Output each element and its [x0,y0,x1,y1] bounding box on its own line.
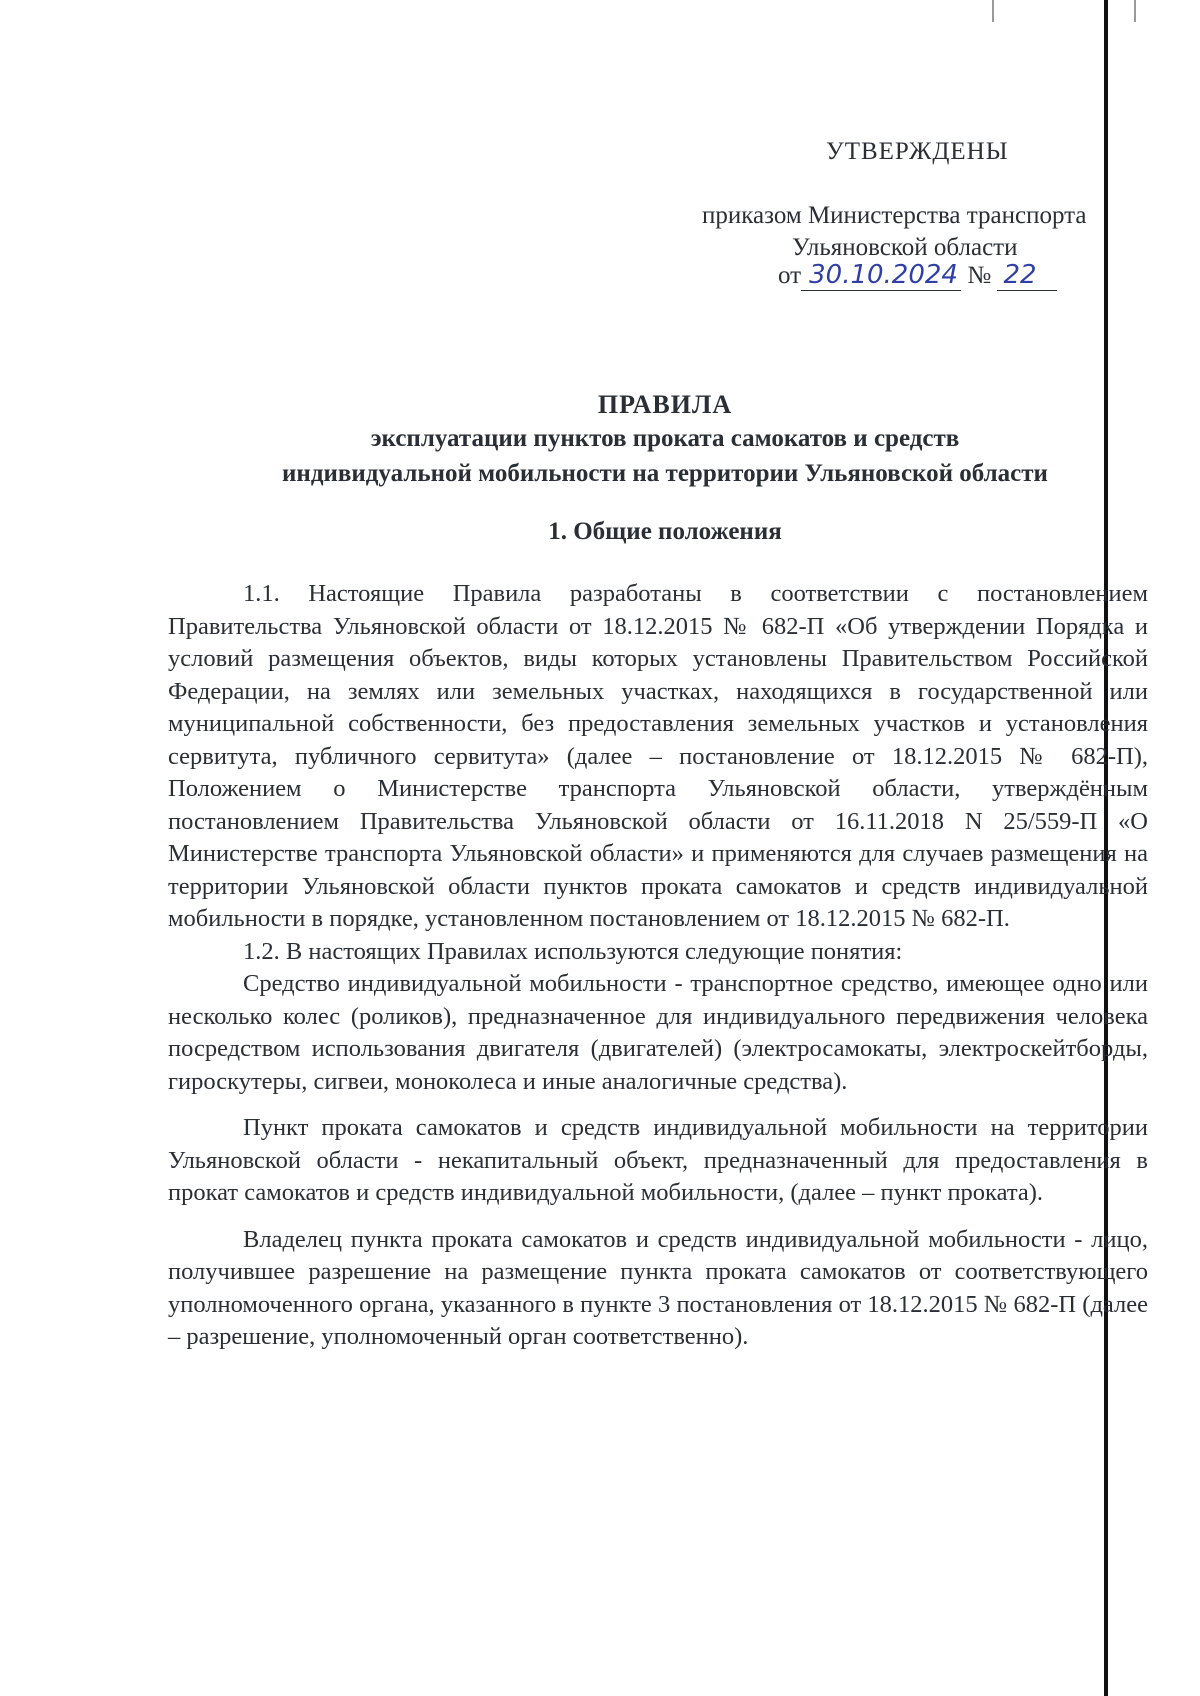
section-heading: 1. Общие положения [548,518,782,545]
approval-order-line: приказом Министерства транспорта [702,202,1087,229]
number-prefix: № [967,262,992,289]
date-prefix: от [778,262,802,289]
paragraph-1-2: 1.2. В настоящих Правилах используются следующие понятия: [243,937,903,965]
title-main: ПРАВИЛА [597,390,733,419]
definition-owner: Владелец пункта проката самокатов и средств индивидуальной мобильности - лицо, получившее разрешение на размещение пункта проката самокатов от соответствующего уполномоченного органа, указанного в пункте 3 постановления от 18.12.2015 № 682-П (далее – разрешение, уполномоченный орган соответственно). [168,1225,1148,1350]
approval-region-line: Ульяновской области [792,234,1018,261]
order-date-number-line [778,260,1057,291]
title-subtitle-line-1: эксплуатации пунктов проката самокатов и средств [370,425,960,452]
definition-rental-point: Пункт проката самокатов и средств индивидуальной мобильности на территории Ульяновской области - некапитальный объект, предназначенный для предоставления в прокат самокатов и средств индивидуальной мобильности, (далее – пункт проката). [168,1114,1148,1206]
document-body [168,578,1148,1354]
scan-artifact-tick [1134,0,1136,22]
approved-heading: УТВЕРЖДЕНЫ [826,138,1009,165]
definition-individual-mobility: Средство индивидуальной мобильности - транспортное средство, имеющее одно или несколько колес (роликов), предназначенное для индивидуального передвижения человека посредством использования двигателя (двигателей) (электросамокаты, электроскейтборды, гироскутеры, сигвеи, моноколеса и иные аналогичные средства). [168,970,1148,1095]
paragraph-1-1: 1.1. Настоящие Правила разработаны в соответствии с постановлением Правительства Ульяновской области от 18.12.2015 № 682-П «Об утверждении Порядка и условий размещения объектов, виды которых установлены Правительством Российской Федерации, на землях или земельных участках, находящихся в государственной или муниципальной собственности, без предоставления земельных участков и установления сервитута, публичного сервитута» (далее – постановление от 18.12.2015 № 682-П), Положением о Министерстве транспорта Ульяновской области, утверждённым постановлением Правительства Ульяновской области от 16.11.2018 N 25/559-П «О Министерстве транспорта Ульяновской области» и применяются для случаев размещения на территории Ульяновской области пунктов проката самокатов и средств индивидуальной мобильности в порядке, установленном постановлением от 18.12.2015 № 682-П. [168,580,1148,932]
document-title [230,390,1100,490]
title-subtitle-line-2: индивидуальной мобильности на территории Ульяновской области [282,460,1048,487]
handwritten-date: 30.10.2024 [801,260,961,291]
scan-artifact-tick [992,0,994,22]
handwritten-number: 22 [997,260,1057,291]
